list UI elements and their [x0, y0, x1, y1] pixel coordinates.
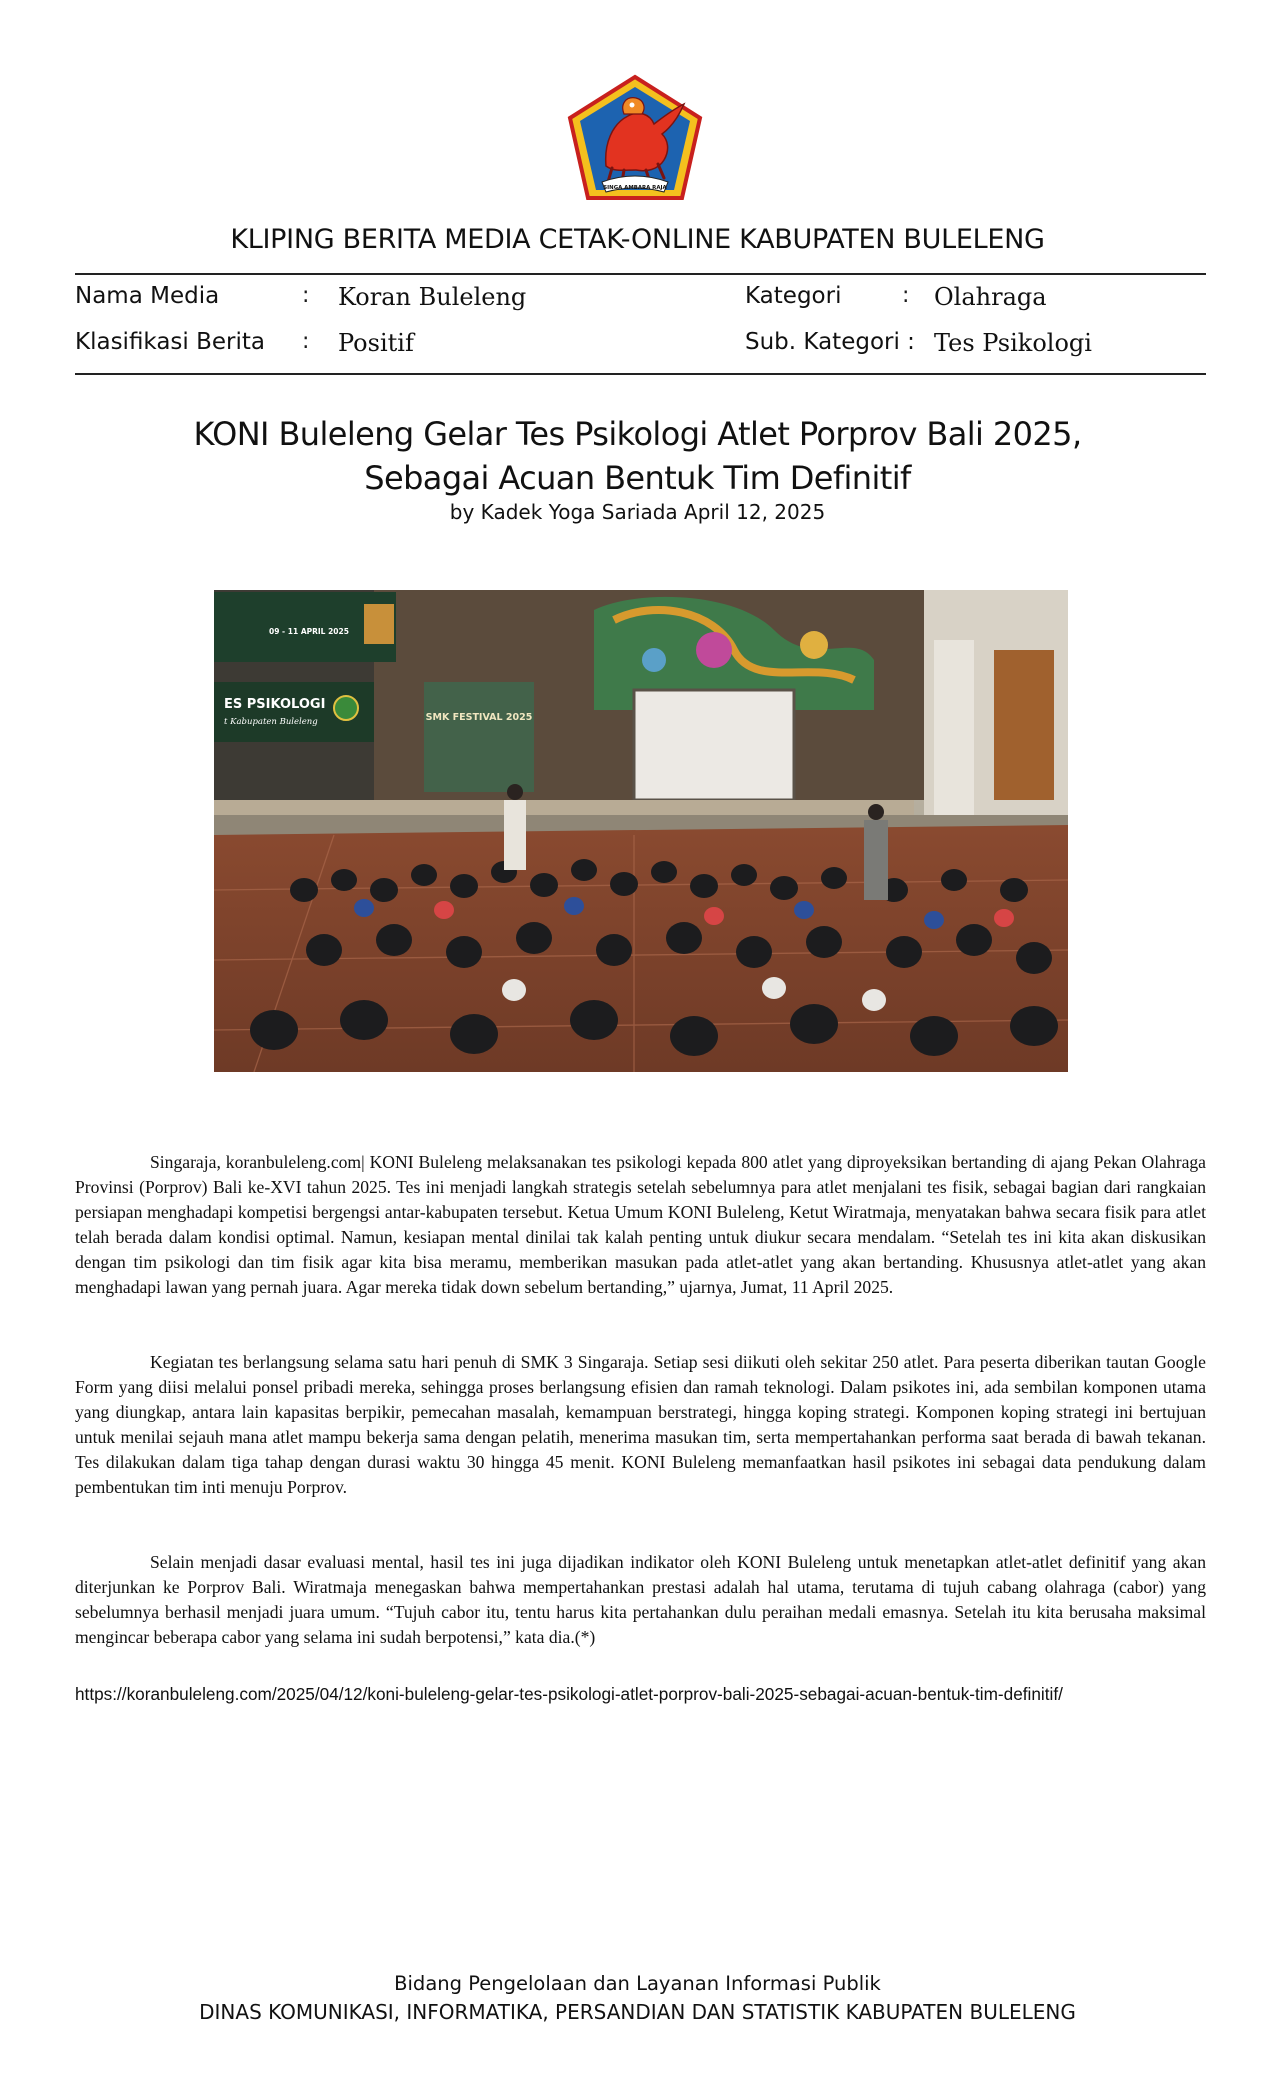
photo-banner-test-subtitle: t Kabupaten Buleleng [224, 717, 318, 727]
header-rule-top [75, 273, 1206, 275]
klasifikasi-colon: : [302, 329, 310, 354]
kabupaten-buleleng-logo [566, 74, 704, 202]
photo-stage-banner: SMK FESTIVAL 2025 [425, 712, 533, 723]
kategori-colon: : [902, 283, 910, 308]
media-colon: : [302, 283, 310, 308]
kategori-label: Kategori [745, 283, 842, 309]
logo-motto: SINGA AMBARA RAJA [603, 185, 667, 191]
source-url: https://koranbuleleng.com/2025/04/12/koni-buleleng-gelar-tes-psikologi-atlet-porprov-bali-2025-sebagai-acuan-bentuk-tim-definitif/ [75, 1684, 1063, 1704]
article-title-line-2: Sebagai Acuan Bentuk Tim Definitif [364, 459, 911, 497]
klasifikasi-value: Positif [338, 329, 414, 357]
paragraph-text: Kegiatan tes berlangsung selama satu hari penuh di SMK 3 Singaraja. Setiap sesi diikuti oleh sekitar 250 atlet. Para peserta diberikan tautan Google Form yang diisi melalui ponsel pribadi mereka, sehingga proses berlangsung efisien dan ramah teknologi. Dalam psikotes ini, ada sembilan komponen utama yang diungkap, antara lain kapasitas berpikir, pemecahan masalah, kemampuan berstrategi, hingga koping strategi. Komponen koping strategi ini bertujuan untuk menilai sejauh mana atlet mampu bekerja sama dengan pelatih, menerima masukan tim, serta mempertahankan performa saat berada di bawah tekanan. Tes dilakukan dalam tiga tahap dengan durasi waktu 30 hingga 45 menit. KONI Buleleng memanfaatkan hasil psikotes ini sebagai data pendukung dalam pembentukan tim inti menuju Porprov. [75, 1352, 1206, 1497]
kategori-value: Olahraga [934, 283, 1047, 311]
klasifikasi-label: Klasifikasi Berita [75, 329, 266, 355]
media-label: Nama Media [75, 283, 220, 309]
article-paragraph-3 [75, 1550, 1206, 1650]
sub-kategori-value: Tes Psikologi [934, 329, 1092, 357]
media-value: Koran Buleleng [338, 283, 527, 311]
article-paragraph-2 [75, 1350, 1206, 1500]
kliping-header-title: KLIPING BERITA MEDIA CETAK-ONLINE KABUPATEN BULELENG [230, 224, 1045, 255]
article-title [100, 412, 1175, 500]
paragraph-text: Selain menjadi dasar evaluasi mental, hasil tes ini juga dijadikan indikator oleh KONI Buleleng untuk menetapkan atlet-atlet definitif yang akan diterjunkan ke Porprov Bali. Wiratmaja menegaskan bahwa mempertahankan prestasi adalah hal utama, terutama di tujuh cabang olahraga (cabor) yang sebelumnya berhasil menjadi juara umum. “Tujuh cabor itu, tentu harus kita pertahankan dulu peraihan medali emasnya. Setelah itu kita berusaha maksimal mengincar beberapa cabor yang selama ini sudah berpotensi,” kata dia.(*) [75, 1552, 1206, 1647]
footer-line-1: Bidang Pengelolaan dan Layanan Informasi Publik [394, 1972, 881, 1995]
article-byline: by Kadek Yoga Sariada April 12, 2025 [449, 500, 826, 524]
article-paragraph-1 [75, 1150, 1206, 1300]
article-title-line-1: KONI Buleleng Gelar Tes Psikologi Atlet Porprov Bali 2025, [193, 415, 1082, 453]
sub-kategori-label: Sub. Kategori : [745, 329, 915, 355]
article-photo [214, 590, 1068, 1072]
photo-banner-date: 09 - 11 APRIL 2025 [269, 627, 349, 636]
header-rule-bottom [75, 373, 1206, 375]
footer-line-2: DINAS KOMUNIKASI, INFORMATIKA, PERSANDIAN DAN STATISTIK KABUPATEN BULELENG [199, 2000, 1076, 2024]
paragraph-text: Singaraja, koranbuleleng.com| KONI Buleleng melaksanakan tes psikologi kepada 800 atlet yang diproyeksikan bertanding di ajang Pekan Olahraga Provinsi (Porprov) Bali ke-XVI tahun 2025. Tes ini menjadi langkah strategis setelah sebelumnya para atlet menjalani tes fisik, sebagai bagian dari rangkaian persiapan menghadapi kompetisi bergengsi antar-kabupaten tersebut. Ketua Umum KONI Buleleng, Ketut Wiratmaja, menyatakan bahwa secara fisik para atlet telah berada dalam kondisi optimal. Namun, kesiapan mental dinilai tak kalah penting untuk diukur secara mendalam. “Setelah tes ini kita akan diskusikan dengan tim psikologi dan tim fisik agar kita bisa meramu, memberikan masukan pada atlet-atlet yang akan bertanding. Khususnya atlet-atlet yang akan menghadapi lawan yang pernah juara. Agar mereka tidak down sebelum bertanding,” ujarnya, Jumat, 11 April 2025. [75, 1152, 1206, 1297]
photo-banner-test-title: ES PSIKOLOGI [224, 697, 326, 712]
